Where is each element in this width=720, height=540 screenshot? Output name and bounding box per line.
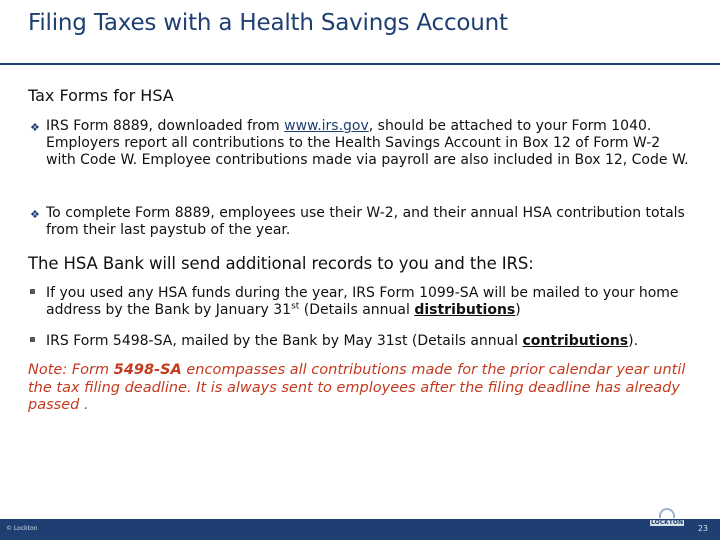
list-item-form-5498sa (30, 333, 690, 350)
page-number: 23 (697, 524, 708, 533)
list-item-form-8889 (30, 118, 690, 169)
list-item-text: To complete Form 8889, employees use their W-2, and their annual HSA contribution totals from their last paystub of the year. (46, 205, 685, 238)
slide-title: Filing Taxes with a Health Savings Account (28, 10, 508, 36)
form-name-emphasis: 5498-SA (113, 362, 182, 378)
dome-icon (659, 508, 675, 518)
diamond-bullet-icon: ❖ (30, 121, 40, 134)
footer-bar (0, 520, 720, 540)
list-item-text: If you used any HSA funds during the year, IRS Form 1099-SA will be mailed to your home address by the Bank by January 31st (Details annual distributions) (46, 285, 679, 318)
diamond-bullet-icon: ❖ (30, 208, 40, 221)
section-heading-tax-forms: Tax Forms for HSA (28, 86, 174, 105)
title-divider (0, 63, 720, 65)
contributions-emphasis: contributions (522, 333, 629, 349)
distributions-emphasis: distributions (414, 302, 516, 318)
note-text: Note: Form 5498-SA encompasses all contributions made for the prior calendar year until the tax filing deadline. It is always sent to employees after the filing deadline has already passed . (28, 362, 686, 413)
list-item-complete-form (30, 205, 690, 239)
irs-website-link[interactable]: www.irs.gov (284, 118, 369, 134)
lockton-logo (650, 508, 684, 532)
footer-credit: © Lockton (6, 525, 38, 532)
section-heading-bank-records: The HSA Bank will send additional records to you and the IRS: (28, 254, 534, 273)
list-item-form-1099sa (30, 285, 690, 319)
square-bullet-icon (30, 337, 35, 342)
logo-wordmark: LOCKTON (651, 519, 683, 526)
square-bullet-icon (30, 289, 35, 294)
list-item-text: IRS Form 5498-SA, mailed by the Bank by May 31st (Details annual contributions). (46, 333, 639, 349)
list-item-text: IRS Form 8889, downloaded from www.irs.gov, should be attached to your Form 1040. Employers report all contributions to the Health Savings Account in Box 12 of Form W-2 with Code W. Employee contributions made via payroll are also included in Box 12, Code W. (46, 118, 689, 168)
